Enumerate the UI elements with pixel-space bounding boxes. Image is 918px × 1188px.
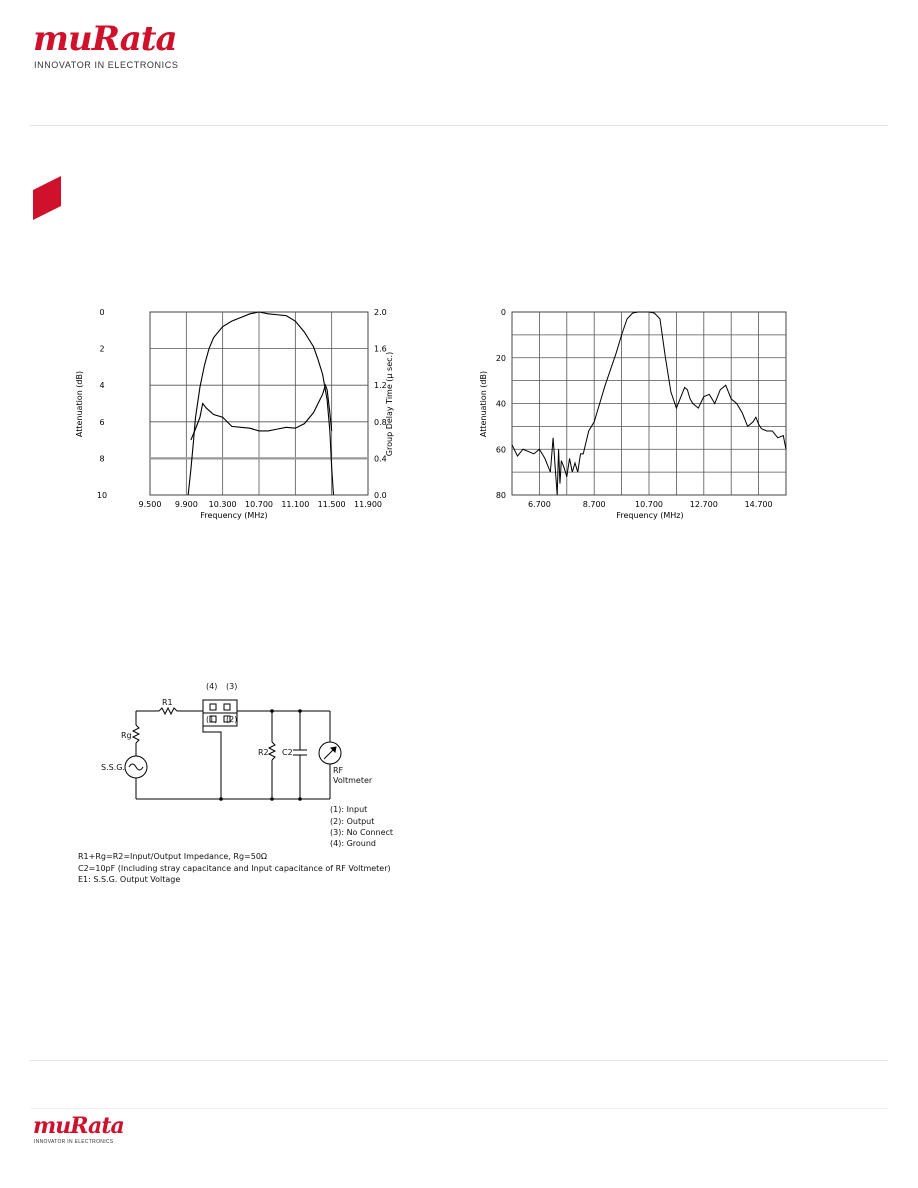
chart2-x-tick-label: 6.700 [527, 500, 551, 509]
chart1-x-tick-label: 9.900 [174, 500, 198, 509]
chart1-y2-tick-label: 0.4 [374, 454, 387, 464]
pin-legend-item: (1): Input [330, 805, 368, 814]
chart1-y2-tick-label: 0.8 [374, 417, 387, 427]
chart1-ticks [97, 308, 387, 509]
section-accent-icon [33, 176, 61, 220]
label-pin1: (1) [206, 715, 218, 724]
label-pin2: (2) [226, 715, 238, 724]
chart1-y-tick-label: 2 [99, 344, 105, 354]
label-r2: R2 [258, 748, 269, 757]
circuit-note: C2=10pF (Including stray capacitance and Input capacitance of RF Voltmeter) [78, 863, 391, 873]
chart1-x-tick-label: 10.700 [245, 500, 273, 509]
chart1-series [188, 312, 333, 495]
chart1-grid [150, 312, 368, 495]
chart1-attenuation-line [188, 312, 333, 495]
label-ssg: S.S.G. [101, 763, 125, 772]
label-pin4: (4) [206, 682, 218, 691]
chart1-group-delay-line [191, 385, 332, 440]
brand-tagline: INNOVATOR IN ELECTRONICS [34, 60, 179, 70]
chart1-y-axis-label: Attenuation (dB) [75, 370, 84, 438]
chart1-y2-axis-label: Group Delay Time (μ sec.) [385, 351, 394, 457]
chart1-x-tick-label: 11.100 [281, 500, 310, 509]
header-divider [30, 125, 888, 126]
label-rg: Rg [121, 731, 132, 740]
pin-legend-item: (4): Ground [330, 839, 376, 848]
footer-divider [30, 1060, 888, 1061]
chart1-x-tick-label: 9.500 [138, 500, 162, 509]
chart2-y-tick-label: 20 [495, 353, 506, 363]
chart1-y-tick-label: 0 [99, 308, 105, 317]
chart1-y2-tick-label: 2.0 [374, 308, 387, 317]
chart2-y-tick-label: 80 [495, 491, 506, 500]
footer-divider-lower [30, 1108, 888, 1109]
footer-brand-tagline: INNOVATOR IN ELECTRONICS [34, 1139, 114, 1145]
chart1-y2-tick-label: 1.6 [374, 344, 387, 354]
circuit-note: E1: S.S.G. Output Voltage [78, 875, 181, 884]
chart2-y-tick-label: 60 [495, 445, 506, 455]
chart2-y-axis-label: Attenuation (dB) [479, 370, 488, 438]
label-r1: R1 [162, 698, 173, 707]
label-pin3: (3) [226, 682, 238, 691]
chart1-x-tick-label: 10.300 [208, 500, 237, 509]
chart1-x-tick-label: 11.900 [354, 500, 382, 509]
chart1-y-tick-label: 6 [99, 417, 105, 427]
chart2-grid [512, 312, 786, 495]
chart1-y-tick-label: 10 [96, 491, 108, 500]
label-voltmeter: Voltmeter [333, 776, 373, 785]
circuit-note: R1+Rg=R2=Input/Output Impedance, Rg=50Ω [78, 852, 268, 861]
chart1-x-tick-label: 11.500 [317, 500, 346, 509]
label-rf: RF [333, 766, 344, 775]
chart1-y2-tick-label: 1.2 [374, 381, 387, 391]
footer-brand-logo-text: muRata [33, 1113, 124, 1139]
chart2-y-tick-label: 40 [495, 399, 506, 409]
chart2-x-tick-label: 10.700 [635, 500, 663, 509]
chart-passband-group-delay [70, 300, 430, 535]
chart2-x-tick-label: 8.700 [582, 500, 606, 509]
test-circuit-diagram [95, 680, 415, 860]
chart-wideband-attenuation [470, 300, 810, 535]
chart2-x-tick-label: 12.700 [689, 500, 718, 509]
pin-legend [330, 805, 393, 848]
pin-legend-item: (3): No Connect [330, 828, 394, 837]
chart2-x-tick-label: 14.700 [744, 500, 773, 509]
chart2-x-axis-label: Frequency (MHz) [616, 511, 684, 520]
brand-logo-text: muRata [33, 19, 177, 59]
circuit-notes [78, 851, 391, 886]
label-c2: C2 [282, 748, 293, 757]
chart2-y-tick-label: 0 [500, 308, 506, 317]
chart1-y-tick-label: 4 [99, 381, 105, 391]
chart1-x-axis-label: Frequency (MHz) [200, 511, 268, 520]
pin-legend-item: (2): Output [330, 817, 375, 826]
chart1-y-tick-label: 8 [99, 454, 105, 464]
chart1-y2-tick-label: 0.0 [374, 491, 387, 500]
